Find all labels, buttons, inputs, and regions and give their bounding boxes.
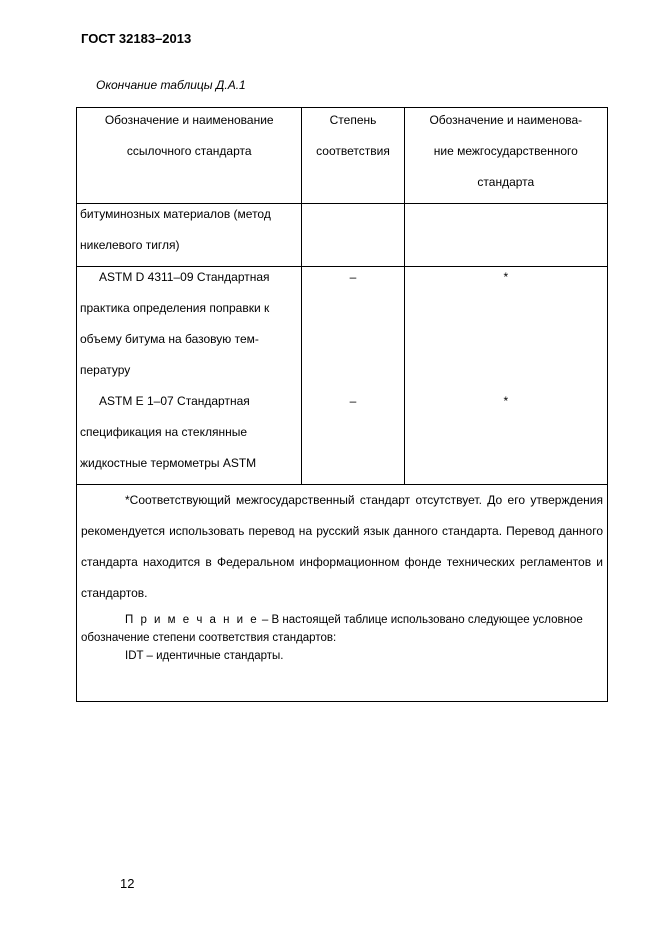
ref-line: объему битума на базовую тем- xyxy=(80,332,259,346)
ref-line: практика определения поправки к xyxy=(80,301,270,315)
page-number: 12 xyxy=(120,876,135,891)
table-row xyxy=(77,267,608,392)
header-line: Обозначение и наименование xyxy=(104,113,274,127)
table-footer-row xyxy=(77,485,608,702)
column-header-degree xyxy=(302,108,404,204)
note-text: – В настоящей таблице использовано следующее условное обозначение степени соответствия стандартов: xyxy=(81,614,583,644)
note-block xyxy=(81,611,603,701)
header-line: стандарта xyxy=(477,175,535,189)
table-caption: Окончание таблицы Д.А.1 xyxy=(96,78,246,92)
ref-line: ASTM E 1–07 Стандартная xyxy=(99,394,250,408)
header-line: Обозначение и наименова- xyxy=(429,113,583,127)
note-item: IDT – идентичные стандарты. xyxy=(125,650,284,662)
column-header-interstate xyxy=(404,108,607,204)
ref-line: спецификация на стеклянные xyxy=(80,425,248,439)
footnote-text: *Соответствующий межгосударственный стандарт отсутствует. До его утверждения рекомендуется использовать перевод на русский язык данного стандарта. Перевод данного стандарта находится в Федеральном информационном фонде технических регламентов и стандартов. xyxy=(81,493,603,600)
interstate-cell: * xyxy=(404,267,607,392)
degree-cell: – xyxy=(302,267,404,392)
note-label: П р и м е ч а н и е xyxy=(125,614,259,626)
interstate-cell xyxy=(404,204,607,267)
table-row xyxy=(77,391,608,485)
header-line: ние межгосударственного xyxy=(433,144,578,158)
table-row xyxy=(77,204,608,267)
degree-cell xyxy=(302,204,404,267)
note-paragraph xyxy=(81,611,603,647)
reference-standards-table xyxy=(76,107,608,702)
ref-line: никелевого тигля) xyxy=(80,238,180,252)
footer-cell xyxy=(77,485,608,702)
column-header-reference xyxy=(77,108,302,204)
table-header-row xyxy=(77,108,608,204)
degree-cell: – xyxy=(302,391,404,485)
ref-line: ASTM D 4311–09 Стандартная xyxy=(99,270,270,284)
ref-cell xyxy=(77,204,302,267)
ref-line: жидкостные термометры ASTM xyxy=(80,456,257,470)
ref-line: битуминозных материалов (метод xyxy=(80,207,271,221)
header-line: Степень xyxy=(329,113,377,127)
ref-line: пературу xyxy=(80,363,131,377)
standard-code: ГОСТ 32183–2013 xyxy=(81,31,192,46)
interstate-cell: * xyxy=(404,391,607,485)
header-line: ссылочного стандарта xyxy=(126,144,252,158)
ref-cell xyxy=(77,391,302,485)
ref-cell xyxy=(77,267,302,392)
header-line: соответствия xyxy=(316,144,390,158)
